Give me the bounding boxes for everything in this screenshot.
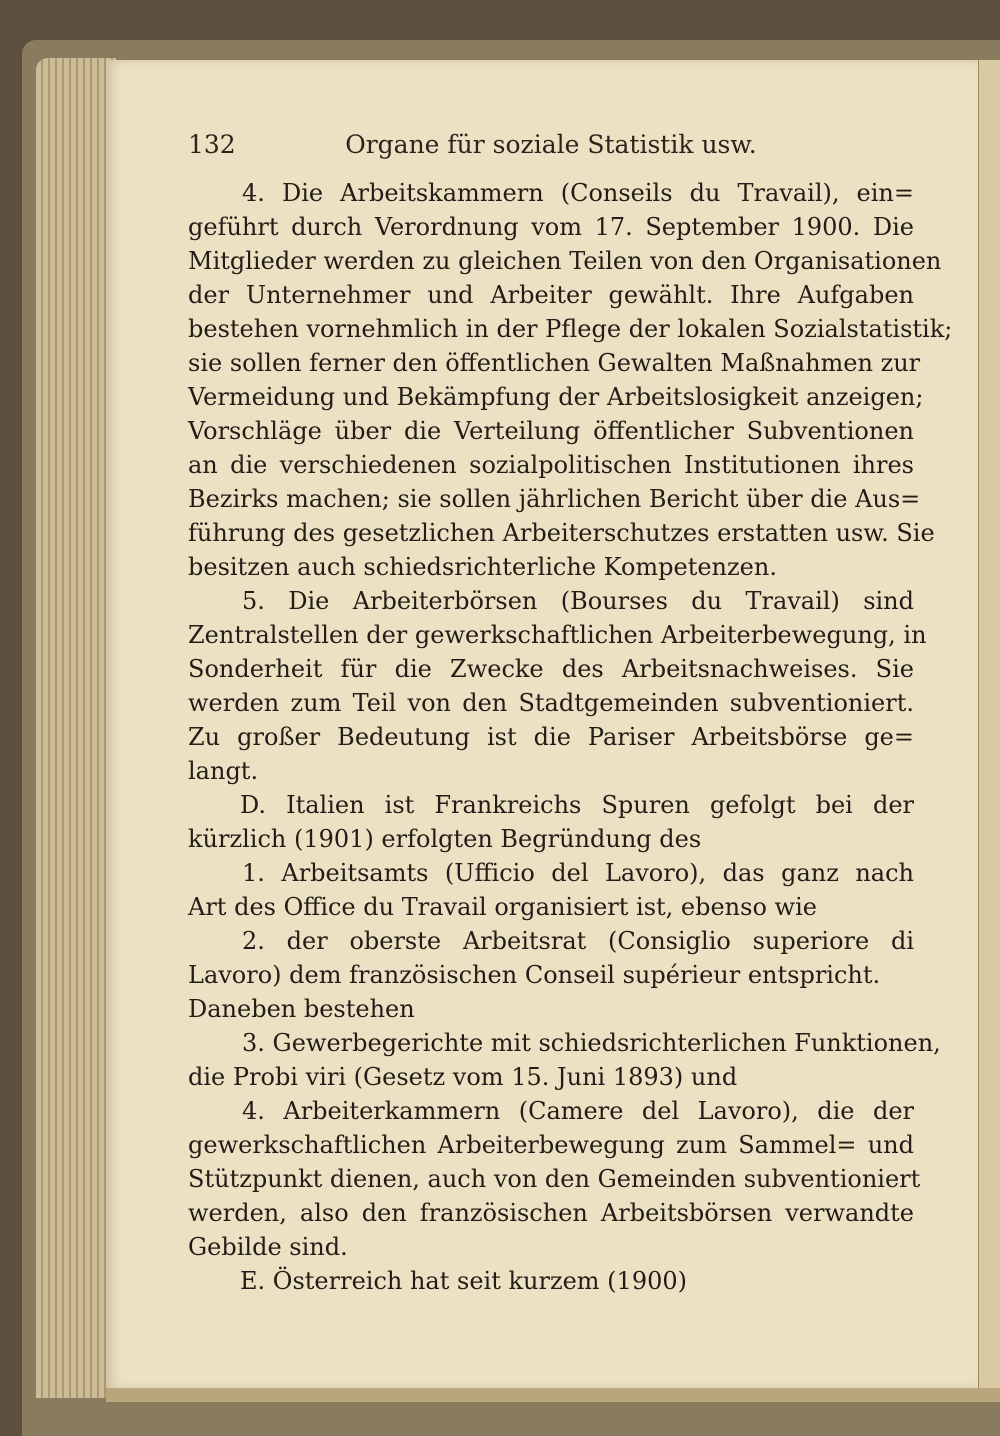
text-line: Gebilde sind. <box>188 1233 348 1261</box>
text-line: 1. Arbeitsamts (Ufficio del Lavoro), das ganz nach <box>242 859 914 887</box>
text-line: werden zum Teil von den Stadtgemeinden subventioniert. <box>188 689 914 717</box>
text-line: D. Italien ist Frankreichs Spuren gefolgt bei der <box>240 791 914 819</box>
text-line: E. Österreich hat seit kurzem (1900) <box>240 1267 687 1295</box>
text-line: Daneben bestehen <box>188 995 415 1023</box>
text-line: Mitglieder werden zu gleichen Teilen von den Organisationen <box>188 247 942 275</box>
text-line: Vorschläge über die Verteilung öffentlicher Subventionen <box>188 417 914 445</box>
text-line: kürzlich (1901) erfolgten Begründung des <box>188 825 702 853</box>
text-line: Sonderheit für die Zwecke des Arbeitsnachweises. Sie <box>188 655 914 683</box>
text-line: gewerkschaftlichen Arbeiterbewegung zum Sammel= und <box>188 1131 914 1159</box>
text-line: 3. Gewerbegerichte mit schiedsrichterlichen Funktionen, <box>242 1029 941 1057</box>
text-line: der Unternehmer und Arbeiter gewählt. Ihre Aufgaben <box>188 281 914 309</box>
text-line: werden, also den französischen Arbeitsbörsen verwandte <box>188 1199 914 1227</box>
text-line: 4. Die Arbeitskammern (Conseils du Travail), ein= <box>242 179 914 207</box>
text-line: besitzen auch schiedsrichterliche Kompetenzen. <box>188 553 777 581</box>
page-edges <box>36 58 116 1398</box>
text-line: geführt durch Verordnung vom 17. September 1900. Die <box>188 213 914 241</box>
text-line: Vermeidung und Bekämpfung der Arbeitslosigkeit anzeigen; <box>188 383 924 411</box>
text-line: Zu großer Bedeutung ist die Pariser Arbeitsbörse ge= <box>188 723 914 751</box>
text-line: Art des Office du Travail organisiert ist, ebenso wie <box>188 893 817 921</box>
text-line: langt. <box>188 757 259 785</box>
text-line: 5. Die Arbeiterbörsen (Bourses du Travail) sind <box>242 587 914 615</box>
text-line: Bezirks machen; sie sollen jährlichen Bericht über die Aus= <box>188 485 921 513</box>
text-line: Lavoro) dem französischen Conseil supérieur entspricht. <box>188 961 881 989</box>
text-line: Zentralstellen der gewerkschaftlichen Arbeiterbewegung, in <box>188 621 927 649</box>
page-header <box>188 124 914 164</box>
bottom-edge <box>106 1388 1000 1402</box>
text-line: Stützpunkt dienen, auch von den Gemeinden subventioniert <box>188 1165 921 1193</box>
text-line: bestehen vornehmlich in der Pflege der lokalen Sozialstatistik; <box>188 315 953 343</box>
page-number: 132 <box>188 130 236 159</box>
body-text <box>188 176 953 1298</box>
text-line: an die verschiedenen sozialpolitischen Institutionen ihres <box>188 451 914 479</box>
text-line: die Probi viri (Gesetz vom 15. Juni 1893) und <box>188 1063 738 1091</box>
text-line: 2. der oberste Arbeitsrat (Consiglio superiore di <box>242 927 914 955</box>
text-line: sie sollen ferner den öffentlichen Gewalten Maßnahmen zur <box>188 349 921 377</box>
text-line: führung des gesetzlichen Arbeiterschutzes erstatten usw. Sie <box>188 519 935 547</box>
running-head: Organe für soziale Statistik usw. <box>345 130 757 159</box>
next-page-edge <box>978 60 1000 1390</box>
text-line: 4. Arbeiterkammern (Camere del Lavoro), die der <box>242 1097 914 1125</box>
